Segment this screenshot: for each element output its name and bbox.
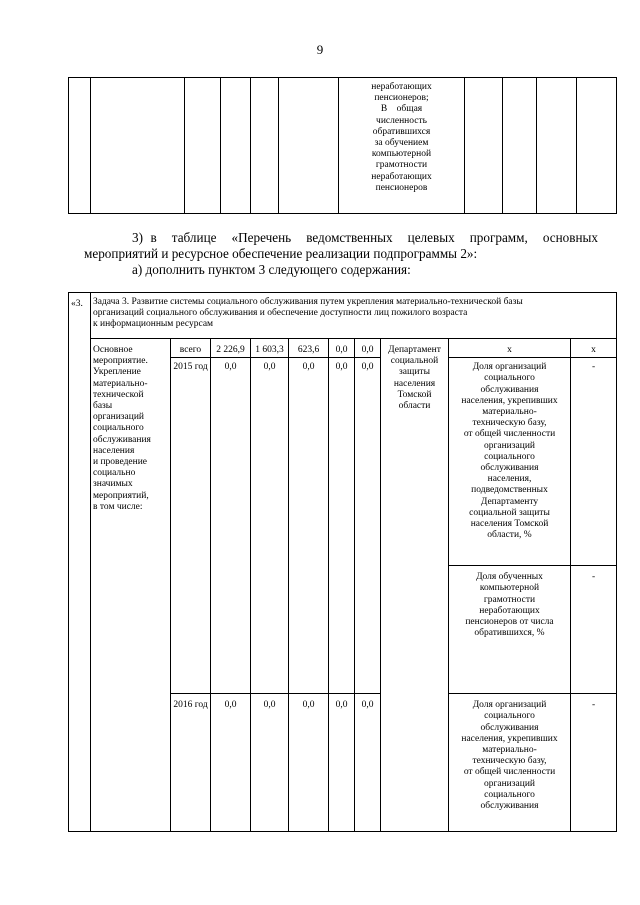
value-cell: 0,0 bbox=[355, 694, 381, 832]
value-cell: 1 603,3 bbox=[251, 339, 289, 358]
text-line: мероприятий, bbox=[93, 490, 149, 501]
text-line: Доля организаций bbox=[472, 700, 547, 711]
empty-cell bbox=[537, 78, 577, 214]
text-line: компьютерной bbox=[479, 583, 540, 594]
text-line: пенсионеров от числа bbox=[465, 617, 554, 628]
text-line: материально- bbox=[93, 378, 148, 389]
text-line: техническую базу, bbox=[472, 418, 547, 429]
value-cell: 0,0 bbox=[355, 339, 381, 358]
text-line: от общей численности bbox=[463, 429, 556, 440]
text-line: и проведение bbox=[93, 457, 147, 468]
text-line: значимых bbox=[93, 479, 133, 490]
text-line: Томской bbox=[397, 389, 432, 400]
indicator-cell bbox=[339, 78, 465, 214]
period-cell: 2016 год bbox=[171, 694, 211, 832]
text-line: области, % bbox=[487, 530, 532, 541]
measure-name bbox=[91, 339, 171, 832]
text-line: пенсионеров bbox=[375, 182, 428, 193]
empty-cell bbox=[577, 78, 617, 214]
value-cell: 0,0 bbox=[289, 358, 329, 694]
value-cell: 0,0 bbox=[211, 694, 251, 832]
empty-cell bbox=[251, 78, 279, 214]
task-line: организаций социального обслуживания и обеспечение доступности лиц пожилого возраста bbox=[93, 308, 468, 319]
paragraph-1: 3) в таблице «Перечень ведомственных целевых программ, основных bbox=[132, 230, 598, 245]
value-cell: 0,0 bbox=[289, 694, 329, 832]
text-line: численность bbox=[376, 115, 427, 126]
text-line: социального bbox=[93, 423, 144, 434]
period-cell: всего bbox=[171, 339, 211, 358]
text-line: обслуживания bbox=[480, 722, 539, 733]
text-line: от общей численности bbox=[463, 767, 556, 778]
text-line: Департамент bbox=[388, 345, 441, 355]
text-line: Департаменту bbox=[480, 496, 539, 507]
indicator-cell bbox=[449, 694, 571, 832]
text-line: социального bbox=[484, 451, 535, 462]
text-line: организаций bbox=[483, 778, 535, 789]
text-line: мероприятие. bbox=[93, 356, 148, 367]
value-cell: 0,0 bbox=[329, 358, 355, 694]
indicator-total: х bbox=[449, 339, 571, 358]
period-cell: 2015 год bbox=[171, 358, 211, 694]
text-line: материально- bbox=[482, 407, 537, 418]
empty-cell bbox=[279, 78, 339, 214]
target-cell: - bbox=[571, 358, 617, 566]
target-cell: - bbox=[571, 694, 617, 832]
text-line: Укрепление bbox=[93, 367, 141, 378]
text-line: защиты bbox=[399, 367, 430, 378]
text-line: грамотности bbox=[483, 594, 536, 605]
text-line: грамотности bbox=[375, 160, 428, 171]
empty-cell bbox=[185, 78, 221, 214]
value-cell: 0,0 bbox=[251, 694, 289, 832]
empty-cell bbox=[69, 78, 91, 214]
task-line: к информационным ресурсам bbox=[93, 319, 214, 330]
text-line: населения bbox=[93, 445, 135, 456]
empty-cell bbox=[91, 78, 185, 214]
empty-cell bbox=[465, 78, 503, 214]
text-line: населения, bbox=[487, 474, 532, 485]
text-line: Доля обученных bbox=[476, 572, 543, 583]
text-line: населения Томской bbox=[470, 519, 549, 530]
text-line: обратившихся bbox=[372, 126, 431, 137]
value-cell: 0,0 bbox=[329, 694, 355, 832]
continuation-table bbox=[68, 77, 617, 214]
text-line: техническую базу, bbox=[472, 756, 547, 767]
paragraph-3: а) дополнить пунктом 3 следующего содержания: bbox=[132, 262, 411, 277]
text-line: В общая bbox=[380, 104, 423, 115]
text-line: области bbox=[398, 401, 431, 412]
empty-cell bbox=[503, 78, 537, 214]
text-line: в том числе: bbox=[93, 501, 143, 512]
text-line: населения, укрепивших bbox=[461, 733, 558, 744]
row-number: «3. bbox=[69, 293, 91, 832]
text-line: обратившихся, % bbox=[474, 628, 545, 639]
text-line: неработающих bbox=[371, 171, 432, 182]
text-line: подведомственных bbox=[471, 485, 548, 496]
text-line: организаций bbox=[93, 412, 145, 423]
value-cell: 0,0 bbox=[211, 358, 251, 694]
text-line: пенсионеров; bbox=[374, 93, 429, 104]
text-line: неработающих bbox=[479, 605, 540, 616]
text-line: населения bbox=[393, 378, 436, 389]
indicator-cell bbox=[449, 566, 571, 694]
text-line: социального bbox=[484, 711, 535, 722]
value-cell: 2 226,9 bbox=[211, 339, 251, 358]
text-line: за обучением bbox=[374, 138, 429, 149]
text-line: социального bbox=[484, 789, 535, 800]
text-line: Доля организаций bbox=[472, 362, 547, 373]
value-cell: 623,6 bbox=[289, 339, 329, 358]
text-line: обслуживания bbox=[93, 434, 151, 445]
text-line: обслуживания bbox=[480, 384, 539, 395]
target-cell: - bbox=[571, 566, 617, 694]
page-number: 9 bbox=[316, 42, 324, 57]
program-table bbox=[68, 292, 617, 832]
text-line: социального bbox=[484, 373, 535, 384]
text-line: обслуживания bbox=[480, 463, 539, 474]
executor-cell bbox=[381, 339, 449, 832]
text-line: обслуживания bbox=[480, 801, 539, 812]
text-line: населения, укрепивших bbox=[461, 395, 558, 406]
text-line: социальной защиты bbox=[469, 507, 550, 518]
text-line: Основное bbox=[93, 345, 133, 355]
text-line: компьютерной bbox=[371, 149, 432, 160]
text-line: материально- bbox=[482, 745, 537, 756]
text-line: социально bbox=[93, 468, 136, 479]
empty-cell bbox=[221, 78, 251, 214]
paragraph-2: мероприятий и ресурсное обеспечение реализации подпрограммы 2»: bbox=[84, 246, 478, 261]
value-cell: 0,0 bbox=[329, 339, 355, 358]
text-line: базы bbox=[93, 401, 113, 412]
task-header bbox=[91, 293, 617, 339]
text-line: организаций bbox=[483, 440, 535, 451]
value-cell: 0,0 bbox=[355, 358, 381, 694]
text-line: технической bbox=[93, 389, 144, 400]
task-line: Задача 3. Развитие системы социального обслуживания путем укрепления материально-технической базы bbox=[93, 297, 523, 307]
target-total: х bbox=[571, 339, 617, 358]
text-line: социальной bbox=[390, 356, 439, 367]
text-line: неработающих bbox=[371, 82, 432, 92]
indicator-cell bbox=[449, 358, 571, 566]
value-cell: 0,0 bbox=[251, 358, 289, 694]
